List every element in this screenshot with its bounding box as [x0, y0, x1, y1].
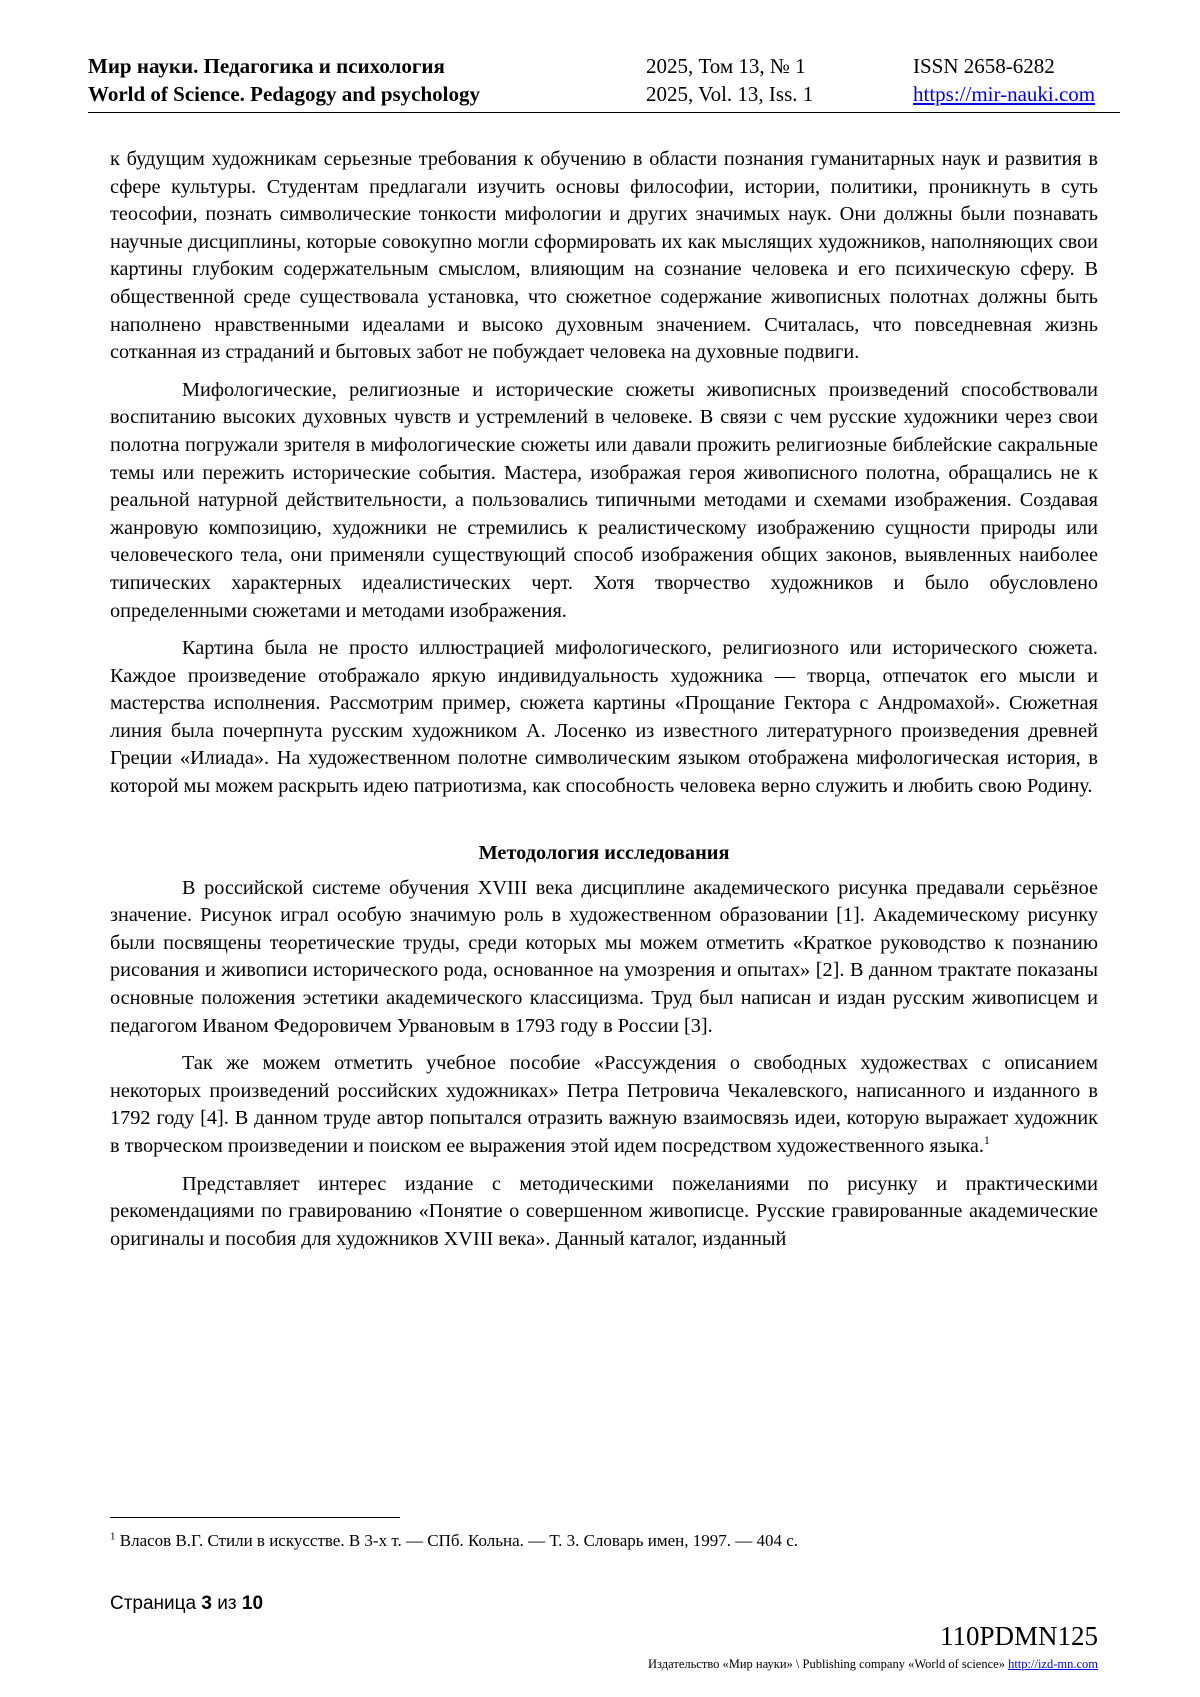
article-body [110, 146, 1098, 1263]
paragraph-4: В российской системе обучения XVIII века дисциплине академического рисунка предавали серьёзное значение. Рисунок играл особую значимую роль в художественном образовании [1]. Академическому рисунку были посвящены теоретические труды, среди которых мы можем отметить «Краткое руководство к познанию рисования и живописи исторического рода, основанное на умозрения и опытах» [2]. В данном трактате показаны основные положения эстетики академического классицизма. Труд был написан и издан русским живописцем и педагогом Иваном Федоровичем Урвановым в 1793 году в России [3]. [110, 876, 1098, 1037]
paragraph-5-text: Так же можем отметить учебное пособие «Рассуждения о свободных художествах с описанием некоторых произведений российских художниках» Петра Петровича Чекалевского, написанного и изданного в 1792 году [4]. В данном труде автор попытался отразить важную взаимосвязь идеи, которую выражает художник в творческом произведении и поиском ее выражения этой идем посредством художественного языка. [110, 1052, 1098, 1157]
footnote [110, 1530, 1098, 1552]
paragraph-5 [110, 1050, 1098, 1160]
page-number-prefix: Страница [110, 1593, 202, 1614]
paragraph-3: Картина была не просто иллюстрацией мифологического, религиозного или исторического сюжета. Каждое произведение отображало яркую индивидуальность художника — творца, отпечаток его мысли и мастерства исполнения. Рассмотрим пример, сюжета картины «Прощание Гектора с Андромахой». Сюжетная линия была почерпнута русским художником А. Лосенко из известного литературного произведения древней Греции «Илиада». На художественном полотне символическим языком отображена мифологическая история, в которой мы можем раскрыть идею патриотизма, как способность человека верно служить и любить свою Родину. [110, 637, 1098, 798]
paragraph-2: Мифологические, религиозные и исторические сюжеты живописных произведений способствовали воспитанию высоких духовных чувств и устремлений в человеке. В связи с чем русские художники через свои полотна погружали зрителя в мифологические сюжеты или давали прожить религиозные библейские сакральные темы или пережить исторические события. Мастера, изображая героя живописного полотна, обращались не к реальной натурной действительности, а пользовались типичными методами и схемами изображения. Создавая жанровую композицию, художники не стремились к реалистическому изображению сущности природы или человеческого тела, они применяли существующий способ изображения общих законов, выявленных наиболее типических характерных идеалистических черт. Хотя творчество художников и было обусловлено определенными сюжетами и методами изображения. [110, 378, 1098, 622]
journal-title-ru: Мир науки. Педагогика и психология [88, 54, 445, 78]
issn-block [913, 52, 1095, 108]
issue-info-block [646, 52, 813, 108]
footnote-divider [110, 1517, 400, 1518]
paragraph-1: к будущим художникам серьезные требования к обучению в области познания гуманитарных наук и развития в сфере культуры. Студентам предлагали изучить основы философии, истории, политики, проникнуть в суть теософии, познать символические тонкости мифологии и других значимых наук. Они должны были познавать научные дисциплины, которые совокупно могли сформировать их как мыслящих художников, наполняющих свои картины глубоким содержательным смыслом, влияющим на сознание человека и его психическую сферу. В общественной среде существовала установка, что сюжетное содержание живописных полотнах должны быть наполнено нравственными идеалами и высоко духовным значением. Считалась, что повседневная жизнь сотканная из страданий и бытовых забот не побуждает человека на духовные подвиги. [110, 148, 1098, 364]
journal-title-block [88, 52, 480, 108]
publisher-line [648, 1656, 1098, 1672]
issn: ISSN 2658-6282 [913, 54, 1055, 78]
page-number-of: из [211, 1593, 242, 1614]
publisher-text: Издательство «Мир науки» \ Publishing company «World of science» [648, 1657, 1009, 1671]
issue-info-en: 2025, Vol. 13, Iss. 1 [646, 82, 814, 106]
publisher-url-link[interactable]: http://izd-mn.com [1008, 1657, 1098, 1671]
article-code: 110PDMN125 [939, 1621, 1098, 1651]
page-header [88, 52, 1120, 113]
issue-info-ru: 2025, Том 13, № 1 [646, 54, 806, 78]
footnote-text: Власов В.Г. Стили в искусстве. В 3-х т. — СПб. Кольна. — Т. 3. Словарь имен, 1997. — 404 с. [115, 1531, 799, 1550]
journal-title-en: World of Science. Pedagogy and psychology [88, 82, 481, 106]
section-heading-methodology: Методология исследования [478, 841, 730, 864]
footnote-mark: 1 [110, 1530, 116, 1543]
page-total: 10 [241, 1593, 264, 1614]
footnote-reference[interactable]: 1 [983, 1133, 990, 1148]
page-current: 3 [201, 1593, 212, 1614]
paragraph-6: Представляет интерес издание с методическими пожеланиями по рисунку и практическими рекомендациями по гравированию «Понятие о совершенном живописце. Русские гравированные академические оригиналы и пособия для художников XVIII века». Данный каталог, изданный [110, 1172, 1098, 1250]
page-number [110, 1592, 263, 1616]
journal-url-link[interactable]: https://mir-nauki.com [913, 82, 1096, 106]
